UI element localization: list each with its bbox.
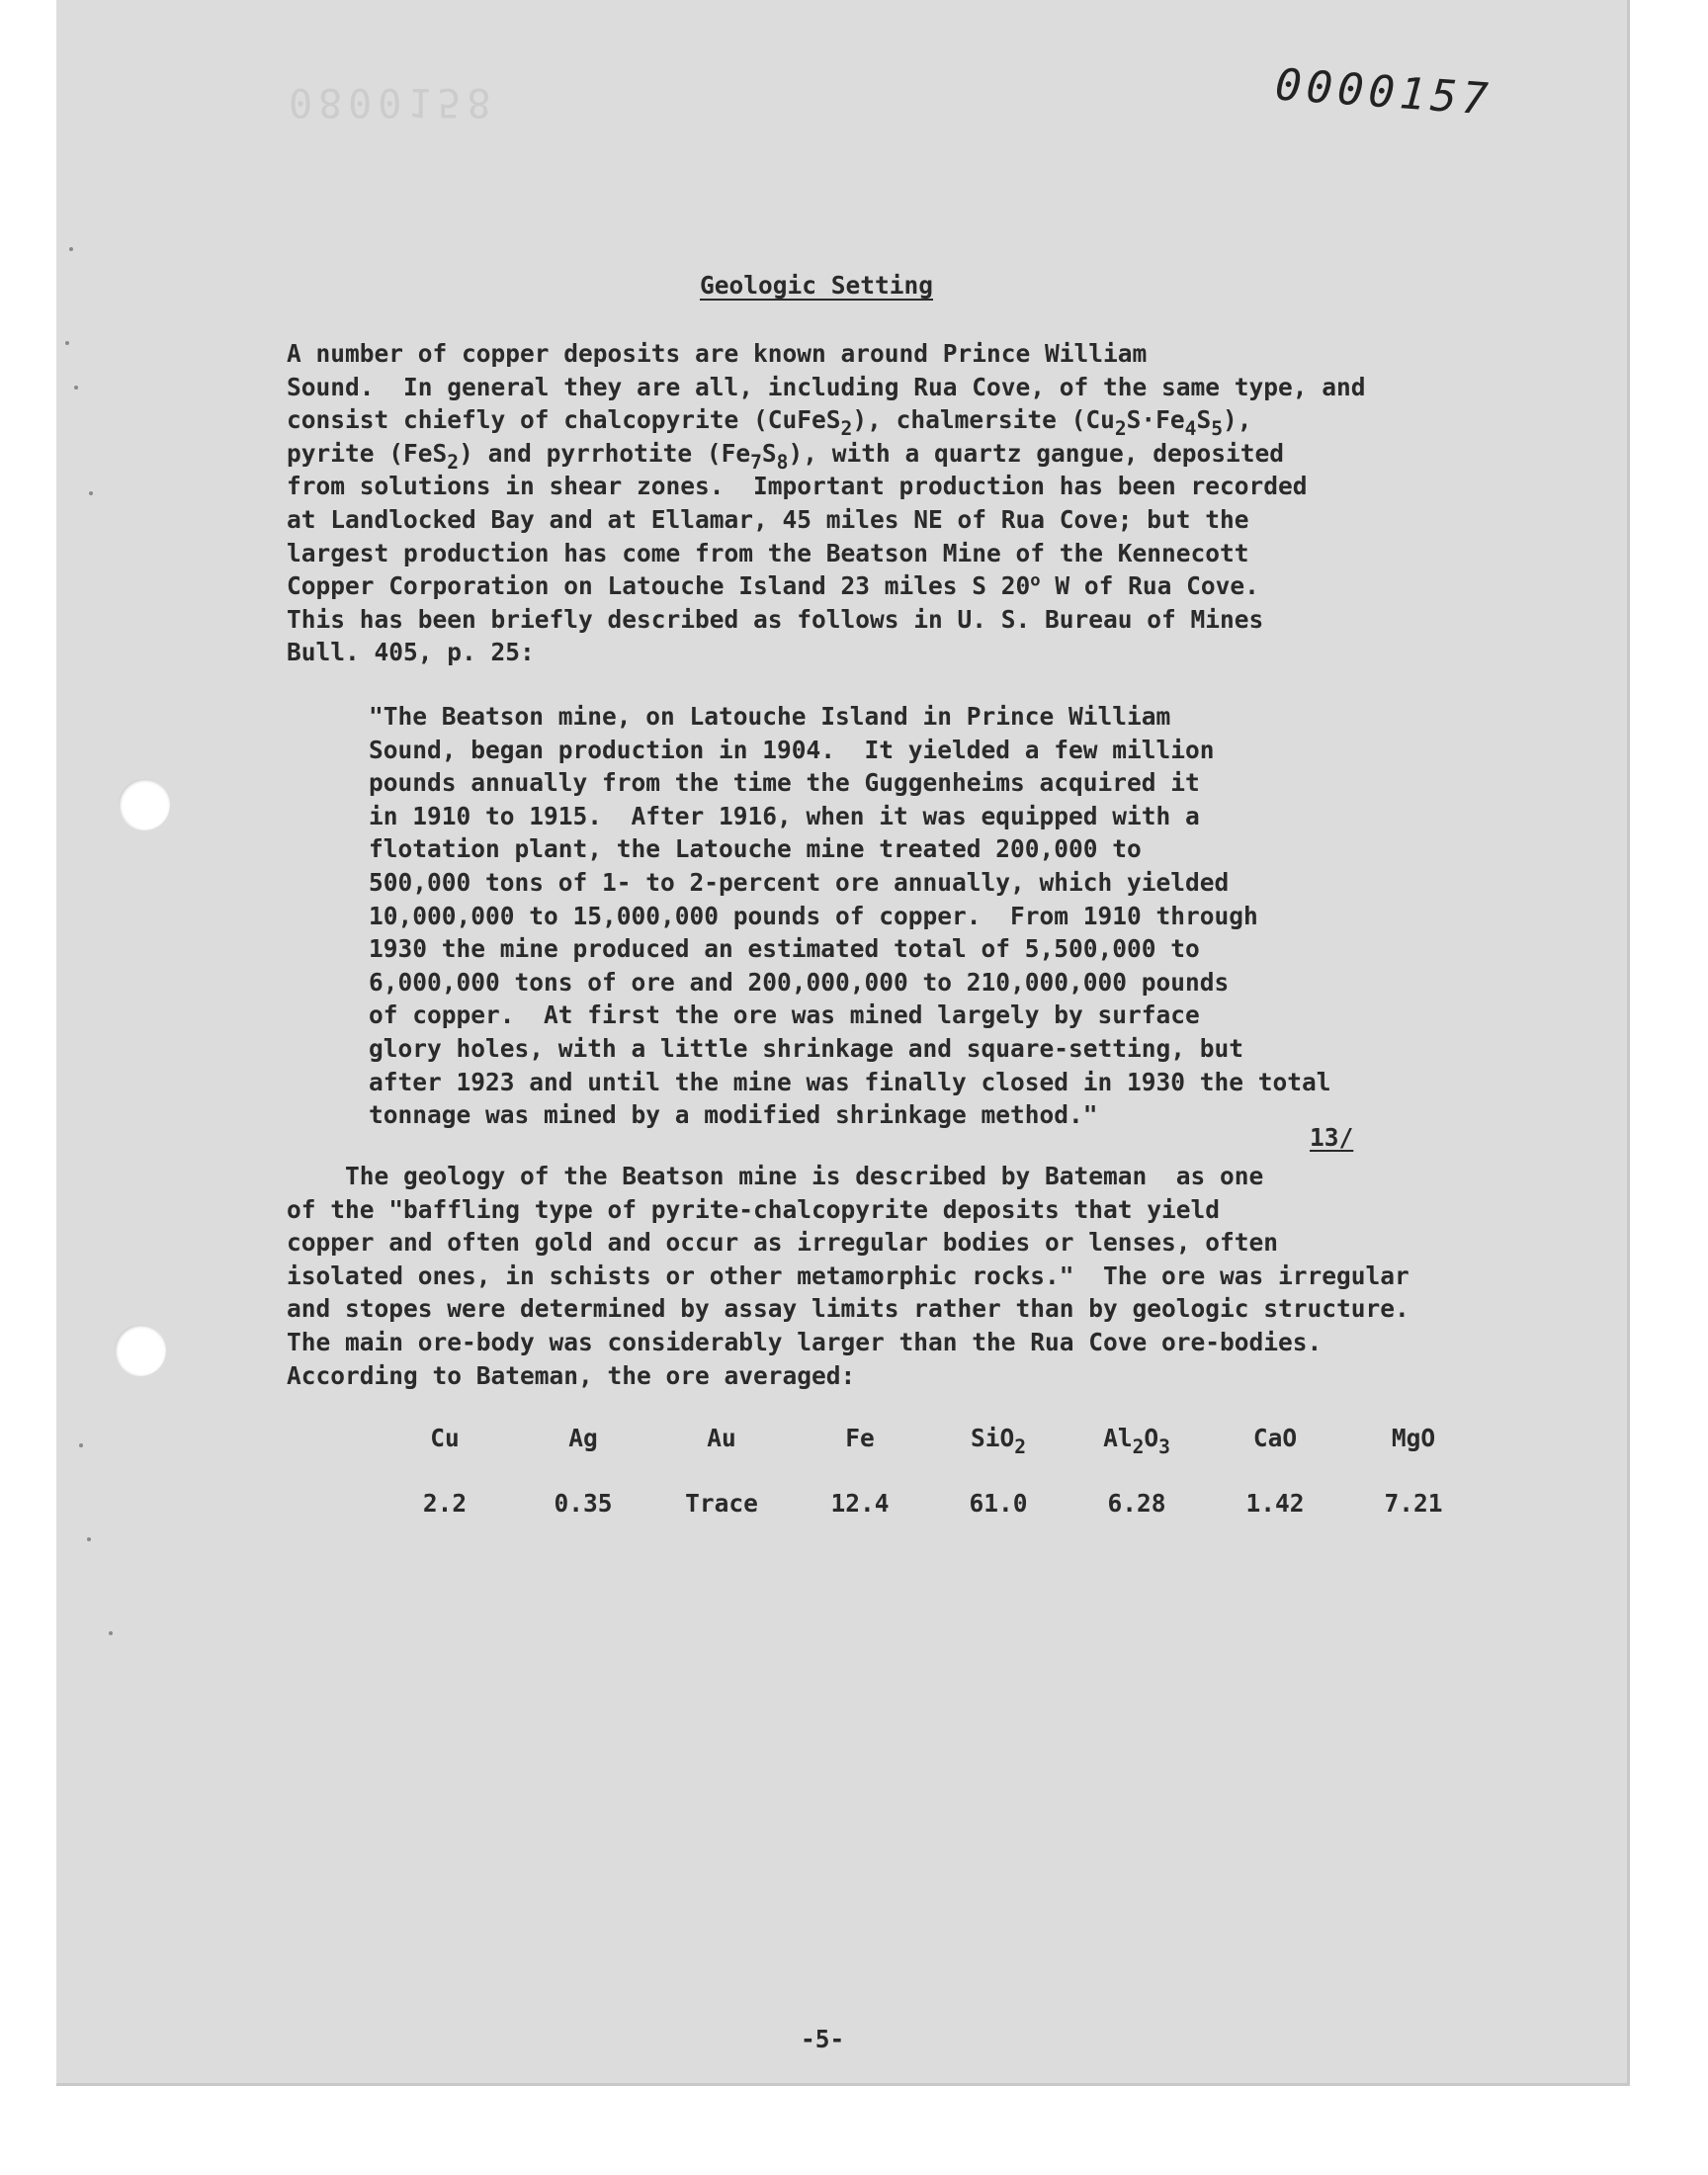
speck	[65, 341, 69, 345]
text-line: Sound. In general they are all, including Rua Cove, of the same type, and	[287, 372, 1366, 401]
assay-value-cell: 6.28	[1107, 1489, 1166, 1518]
assay-header-cell: Au	[707, 1424, 736, 1452]
punch-hole-bottom	[115, 1325, 166, 1376]
assay-value-row	[376, 1489, 1483, 1554]
assay-value-cell: 0.35	[554, 1489, 613, 1518]
text-line: from solutions in shear zones. Important production has been recorded	[287, 472, 1308, 501]
text-line: of the "baffling type of pyrite-chalcopyrite deposits that yield	[287, 1194, 1221, 1224]
footnote-reference: 13/	[1310, 1123, 1354, 1152]
text-line: copper and often gold and occur as irregular bodies or lenses, often	[287, 1228, 1279, 1258]
section-heading: Geologic Setting	[700, 271, 934, 300]
text-line: largest production has come from the Beatson Mine of the Kennecott	[287, 538, 1249, 567]
speck	[109, 1631, 113, 1635]
assay-value-cell: 1.42	[1245, 1489, 1305, 1518]
text-line: pounds annually from the time the Guggenheims acquired it	[369, 768, 1200, 798]
text-line: "The Beatson mine, on Latouche Island in Prince William	[369, 702, 1171, 731]
text-line: 10,000,000 to 15,000,000 pounds of copper. From 1910 through	[369, 901, 1258, 930]
speck	[89, 491, 93, 495]
text-line: tonnage was mined by a modified shrinkage method."	[369, 1100, 1098, 1130]
text-line: Copper Corporation on Latouche Island 23 miles S 20$^o$ W of Rua Cove.	[287, 570, 1259, 601]
block-quote	[369, 700, 1331, 1132]
text-line	[287, 1162, 345, 1190]
speck	[74, 386, 78, 390]
text-line: after 1923 and until the mine was finally closed in 1930 the total	[369, 1067, 1331, 1096]
text-line: of copper. At first the ore was mined largely by surface	[369, 1000, 1200, 1030]
speck	[79, 1443, 83, 1447]
assay-header-cell: Cu	[430, 1424, 460, 1452]
assay-value-cell: 2.2	[422, 1489, 468, 1518]
assay-header-cell: MgO	[1391, 1424, 1436, 1452]
assay-header-cell: Ag	[568, 1424, 598, 1452]
text-line: Sound, began production in 1904. It yielded a few million	[369, 735, 1215, 764]
assay-value-cell: 61.0	[969, 1489, 1028, 1518]
assay-value-cell: Trace	[685, 1489, 758, 1518]
assay-header-cell: $Al_2O_3$	[1103, 1424, 1170, 1458]
text-line: 500,000 tons of 1- to 2-percent ore annually, which yielded	[369, 867, 1230, 897]
speck	[87, 1537, 91, 1541]
text-line: Bull. 405, p. 25:	[287, 638, 535, 667]
assay-header-cell: Fe	[845, 1424, 875, 1452]
text-line: and stopes were determined by assay limits rather than by geologic structure.	[287, 1294, 1409, 1324]
punch-hole-top	[119, 779, 170, 830]
paragraph-intro	[287, 337, 1366, 669]
text-line: According to Bateman, the ore averaged:	[287, 1360, 856, 1390]
speck	[69, 247, 73, 251]
text-line: isolated ones, in schists or other metamorphic rocks." The ore was irregular	[287, 1261, 1409, 1290]
text-line: A number of copper deposits are known around Prince William	[287, 339, 1148, 368]
assay-table	[376, 1424, 1483, 1554]
assay-header-cell: CaO	[1252, 1424, 1298, 1452]
text-line: 1930 the mine produced an estimated total of 5,500,000 to	[369, 934, 1200, 964]
page-number: -5-	[801, 2025, 845, 2053]
page-stamp-number: 0000157	[1273, 59, 1494, 126]
text-line: at Landlocked Bay and at Ellamar, 45 miles NE of Rua Cove; but the	[287, 504, 1249, 534]
text-line: The geology of the Beatson mine is described by Bateman as one	[345, 1162, 1264, 1190]
assay-header-cell: SiO$_2$	[970, 1424, 1027, 1458]
text-line: The main ore-body was considerably larger than the Rua Cove ore-bodies.	[287, 1327, 1323, 1356]
text-line: flotation plant, the Latouche mine treated 200,000 to	[369, 834, 1142, 864]
assay-value-cell: 7.21	[1384, 1489, 1443, 1518]
assay-header-row	[376, 1424, 1483, 1489]
paragraph-geology	[287, 1160, 1409, 1392]
faint-stamp-number: 0800158	[289, 79, 497, 125]
text-line: pyrite (FeS$_2$) and pyrrhotite $(Fe_7S_8)$, with a quartz gangue, deposited	[287, 438, 1284, 474]
assay-value-cell: 12.4	[830, 1489, 890, 1518]
text-line: This has been briefly described as follows in U. S. Bureau of Mines	[287, 604, 1264, 634]
text-line: in 1910 to 1915. After 1916, when it was equipped with a	[369, 801, 1200, 830]
text-line: 6,000,000 tons of ore and 200,000,000 to 210,000,000 pounds	[369, 967, 1230, 997]
text-line: glory holes, with a little shrinkage and square-setting, but	[369, 1033, 1244, 1063]
text-line: consist chiefly of chalcopyrite (CuFeS$_2$), chalmersite $(Cu_2S\cdot Fe_4S_5)$,	[287, 405, 1252, 441]
